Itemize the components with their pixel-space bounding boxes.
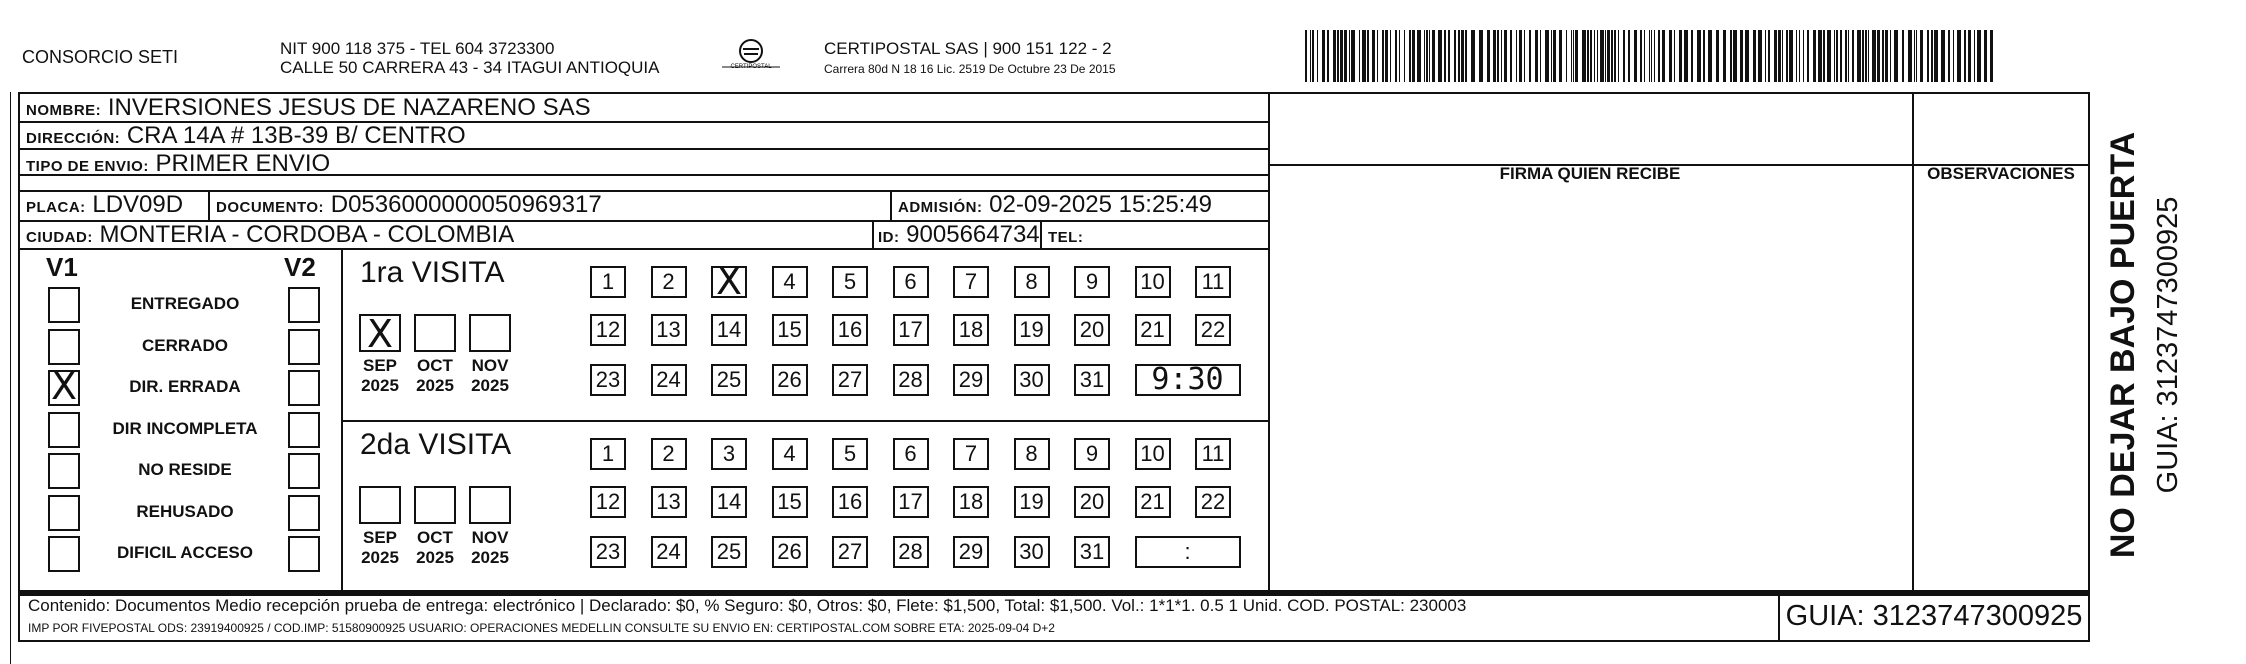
day-box[interactable]: 29 xyxy=(953,364,989,396)
day-box[interactable]: 3 xyxy=(711,438,747,470)
month-checkbox[interactable] xyxy=(414,314,456,352)
day-box[interactable]: 13 xyxy=(651,314,687,346)
visit-time-field[interactable]: : xyxy=(1135,536,1241,568)
day-box[interactable]: 24 xyxy=(651,364,687,396)
day-box[interactable]: 27 xyxy=(832,536,868,568)
admision-row xyxy=(898,191,1212,222)
day-box[interactable]: 5 xyxy=(832,438,868,470)
day-box[interactable]: 23 xyxy=(590,536,626,568)
tel-row xyxy=(1048,221,1083,252)
day-box[interactable]: 21 xyxy=(1135,314,1171,346)
month-label: NOV 2025 xyxy=(471,528,509,567)
nombre-row xyxy=(26,94,591,125)
day-box[interactable]: 5 xyxy=(832,266,868,298)
id-row xyxy=(878,221,1040,252)
day-box[interactable]: 24 xyxy=(651,536,687,568)
nombre-label: NOMBRE: xyxy=(26,102,102,119)
day-box[interactable]: 13 xyxy=(651,486,687,518)
day-box[interactable]: 11 xyxy=(1195,438,1231,470)
day-box[interactable]: 22 xyxy=(1195,486,1231,518)
direccion-value: CRA 14A # 13B-39 B/ CENTRO xyxy=(126,122,466,149)
day-box[interactable]: 30 xyxy=(1014,536,1050,568)
address-line: CALLE 50 CARRERA 43 - 34 ITAGUI ANTIOQUIA xyxy=(280,58,660,77)
month-checkbox[interactable] xyxy=(469,486,511,524)
barcode xyxy=(1305,30,1995,87)
day-box[interactable]: 18 xyxy=(953,314,989,346)
tipo-envio-value: PRIMER ENVIO xyxy=(155,150,331,177)
day-box[interactable]: 23 xyxy=(590,364,626,396)
status-label: ENTREGADO xyxy=(130,294,240,313)
day-box[interactable]: 25 xyxy=(711,536,747,568)
day-box[interactable]: 30 xyxy=(1014,364,1050,396)
day-box[interactable]: 19 xyxy=(1014,486,1050,518)
placa-value: LDV09D xyxy=(92,191,184,218)
day-box[interactable]: 11 xyxy=(1195,266,1231,298)
day-box[interactable]: 6 xyxy=(893,266,929,298)
x-mark-icon: X xyxy=(715,259,743,303)
status-label: DIR. ERRADA xyxy=(129,377,241,396)
observations-area[interactable] xyxy=(1916,188,2086,586)
v2-checkbox[interactable] xyxy=(288,329,320,365)
day-box[interactable]: 10 xyxy=(1135,438,1171,470)
day-box[interactable]: 7 xyxy=(953,266,989,298)
v2-checkbox[interactable] xyxy=(288,453,320,489)
documento-row xyxy=(216,191,602,222)
tel-label: TEL: xyxy=(1048,229,1084,246)
day-box[interactable]: 25 xyxy=(711,364,747,396)
day-box[interactable]: 1 xyxy=(590,438,626,470)
footer-print-info: IMP POR FIVEPOSTAL ODS: 23919400925 / COD.IMP: 51580900925 USUARIO: OPERACIONES MEDELLIN CONSULTE SU ENVIO EN: CERTIPOSTAL.COM SOBRE ETA: 2025-09-04 D+2 xyxy=(28,621,1055,635)
status-label: CERRADO xyxy=(142,335,228,355)
v2-checkbox[interactable] xyxy=(288,536,320,572)
day-box[interactable]: 4 xyxy=(772,266,808,298)
visit-time-field[interactable]: 9:30 xyxy=(1135,364,1241,396)
v1-header: V1 xyxy=(46,252,78,282)
day-box[interactable]: 2 xyxy=(651,438,687,470)
placa-label: PLACA: xyxy=(26,199,86,216)
day-box[interactable]: 6 xyxy=(893,438,929,470)
day-box[interactable]: 21 xyxy=(1135,486,1171,518)
direccion-label: DIRECCIÓN: xyxy=(26,130,121,147)
month-label: NOV 2025 xyxy=(471,356,509,395)
footer-content: Contenido: Documentos Medio recepción prueba de entrega: electrónico | Declarado: $0, % Seguro: $0, Otros: $0, Flete: $1,500, Total: $1,500. Vol.: 1*1*1. 0.5 1 Unid. COD. POSTAL: 230003 xyxy=(28,596,1467,615)
admision-value: 02-09-2025 15:25:49 xyxy=(989,191,1213,218)
month-checkbox[interactable] xyxy=(469,314,511,352)
v1-checkbox[interactable] xyxy=(48,453,80,489)
day-box[interactable]: 28 xyxy=(893,364,929,396)
nombre-value: INVERSIONES JESUS DE NAZARENO SAS xyxy=(107,94,591,121)
month-label: OCT 2025 xyxy=(416,356,454,395)
status-label: REHUSADO xyxy=(136,501,234,521)
month-label: SEP 2025 xyxy=(361,528,399,567)
x-mark-icon: X xyxy=(366,312,394,356)
month-checkbox[interactable] xyxy=(359,312,401,356)
day-box[interactable]: 8 xyxy=(1014,438,1050,470)
day-box[interactable]: 17 xyxy=(893,314,929,346)
day-box[interactable]: 7 xyxy=(953,438,989,470)
tipo-envio-label: TIPO DE ENVIO: xyxy=(26,158,149,175)
v2-checkbox[interactable] xyxy=(288,370,320,406)
day-box[interactable]: 26 xyxy=(772,364,808,396)
day-box[interactable]: 8 xyxy=(1014,266,1050,298)
ciudad-value: MONTERIA - CORDOBA - COLOMBIA xyxy=(99,221,515,248)
month-label: SEP 2025 xyxy=(361,356,399,395)
signature-area[interactable] xyxy=(1272,188,1908,586)
month-checkbox[interactable] xyxy=(359,486,401,524)
v2-checkbox[interactable] xyxy=(288,287,320,323)
firma-header: FIRMA QUIEN RECIBE xyxy=(1499,164,1681,183)
day-box[interactable]: 31 xyxy=(1074,364,1110,396)
documento-label: DOCUMENTO: xyxy=(216,199,325,216)
id-label: ID: xyxy=(878,229,900,246)
v1-checkbox[interactable] xyxy=(48,412,80,448)
month-checkbox[interactable] xyxy=(414,486,456,524)
day-box[interactable]: 16 xyxy=(832,486,868,518)
day-box[interactable]: 12 xyxy=(590,314,626,346)
day-box[interactable]: 14 xyxy=(711,486,747,518)
nit-line: NIT 900 118 375 - TEL 604 3723300 xyxy=(280,39,555,58)
day-box[interactable]: 4 xyxy=(772,438,808,470)
barcode-icon xyxy=(1305,30,1995,82)
certipostal-logo xyxy=(720,38,782,78)
day-box[interactable]: 17 xyxy=(893,486,929,518)
day-box[interactable]: 31 xyxy=(1074,536,1110,568)
ciudad-label: CIUDAD: xyxy=(26,229,93,246)
side-guia: GUIA: 3123747300925 xyxy=(2152,196,2184,494)
day-box[interactable]: 29 xyxy=(953,536,989,568)
day-box[interactable]: 15 xyxy=(772,486,808,518)
observaciones-header: OBSERVACIONES xyxy=(1927,164,2075,183)
v2-checkbox[interactable] xyxy=(288,412,320,448)
visit-title: 1ra VISITA xyxy=(360,256,505,289)
direccion-row xyxy=(26,122,466,153)
day-box[interactable]: 9 xyxy=(1074,266,1110,298)
day-box[interactable]: 10 xyxy=(1135,266,1171,298)
day-box[interactable]: 22 xyxy=(1195,314,1231,346)
status-label: DIR INCOMPLETA xyxy=(112,418,258,438)
visit-title: 2da VISITA xyxy=(360,428,512,461)
day-box[interactable]: 28 xyxy=(893,536,929,568)
documento-value: D0536000000050969317 xyxy=(330,191,602,218)
day-box[interactable]: 20 xyxy=(1074,314,1110,346)
v1-checkbox[interactable] xyxy=(48,329,80,365)
day-box-marked[interactable] xyxy=(711,259,747,303)
side-panel xyxy=(2092,95,2232,595)
day-box[interactable]: 19 xyxy=(1014,314,1050,346)
footer-guia: GUIA: 3123747300925 xyxy=(1785,600,2083,632)
day-box[interactable]: 26 xyxy=(772,536,808,568)
day-box[interactable]: 18 xyxy=(953,486,989,518)
admision-label: ADMISIÓN: xyxy=(898,199,983,216)
side-warning: NO DEJAR BAJO PUERTA xyxy=(2104,131,2142,559)
x-mark-icon: X xyxy=(50,364,78,408)
v1-checkbox[interactable] xyxy=(48,495,80,531)
company-name: CONSORCIO SETI xyxy=(22,47,179,67)
status-label: DIFICIL ACCESO xyxy=(116,543,253,562)
day-box[interactable]: 15 xyxy=(772,314,808,346)
month-label: OCT 2025 xyxy=(416,528,454,567)
day-box[interactable]: 16 xyxy=(832,314,868,346)
carrier-line: CERTIPOSTAL SAS | 900 151 122 - 2 xyxy=(824,39,1112,58)
day-box[interactable]: 12 xyxy=(590,486,626,518)
day-box[interactable]: 27 xyxy=(832,364,868,396)
id-value: 9005664734 xyxy=(906,221,1040,248)
day-box[interactable]: 14 xyxy=(711,314,747,346)
v2-checkbox[interactable] xyxy=(288,495,320,531)
logo-icon xyxy=(720,38,782,78)
placa-row xyxy=(26,191,183,222)
day-box[interactable]: 1 xyxy=(590,266,626,298)
day-box[interactable]: 20 xyxy=(1074,486,1110,518)
v1-checkbox[interactable] xyxy=(48,536,80,572)
day-box[interactable]: 9 xyxy=(1074,438,1110,470)
license-line: Carrera 80d N 18 16 Lic. 2519 De Octubre 23 De 2015 xyxy=(824,62,1116,76)
v1-checkbox[interactable] xyxy=(48,364,80,408)
ciudad-row xyxy=(26,221,514,252)
status-label: NO RESIDE xyxy=(138,460,232,479)
logo-text: CERTIPOSTAL xyxy=(730,64,772,70)
tipo-envio-row xyxy=(26,150,330,181)
v2-header: V2 xyxy=(284,252,316,282)
day-box[interactable]: 2 xyxy=(651,266,687,298)
v1-checkbox[interactable] xyxy=(48,287,80,323)
